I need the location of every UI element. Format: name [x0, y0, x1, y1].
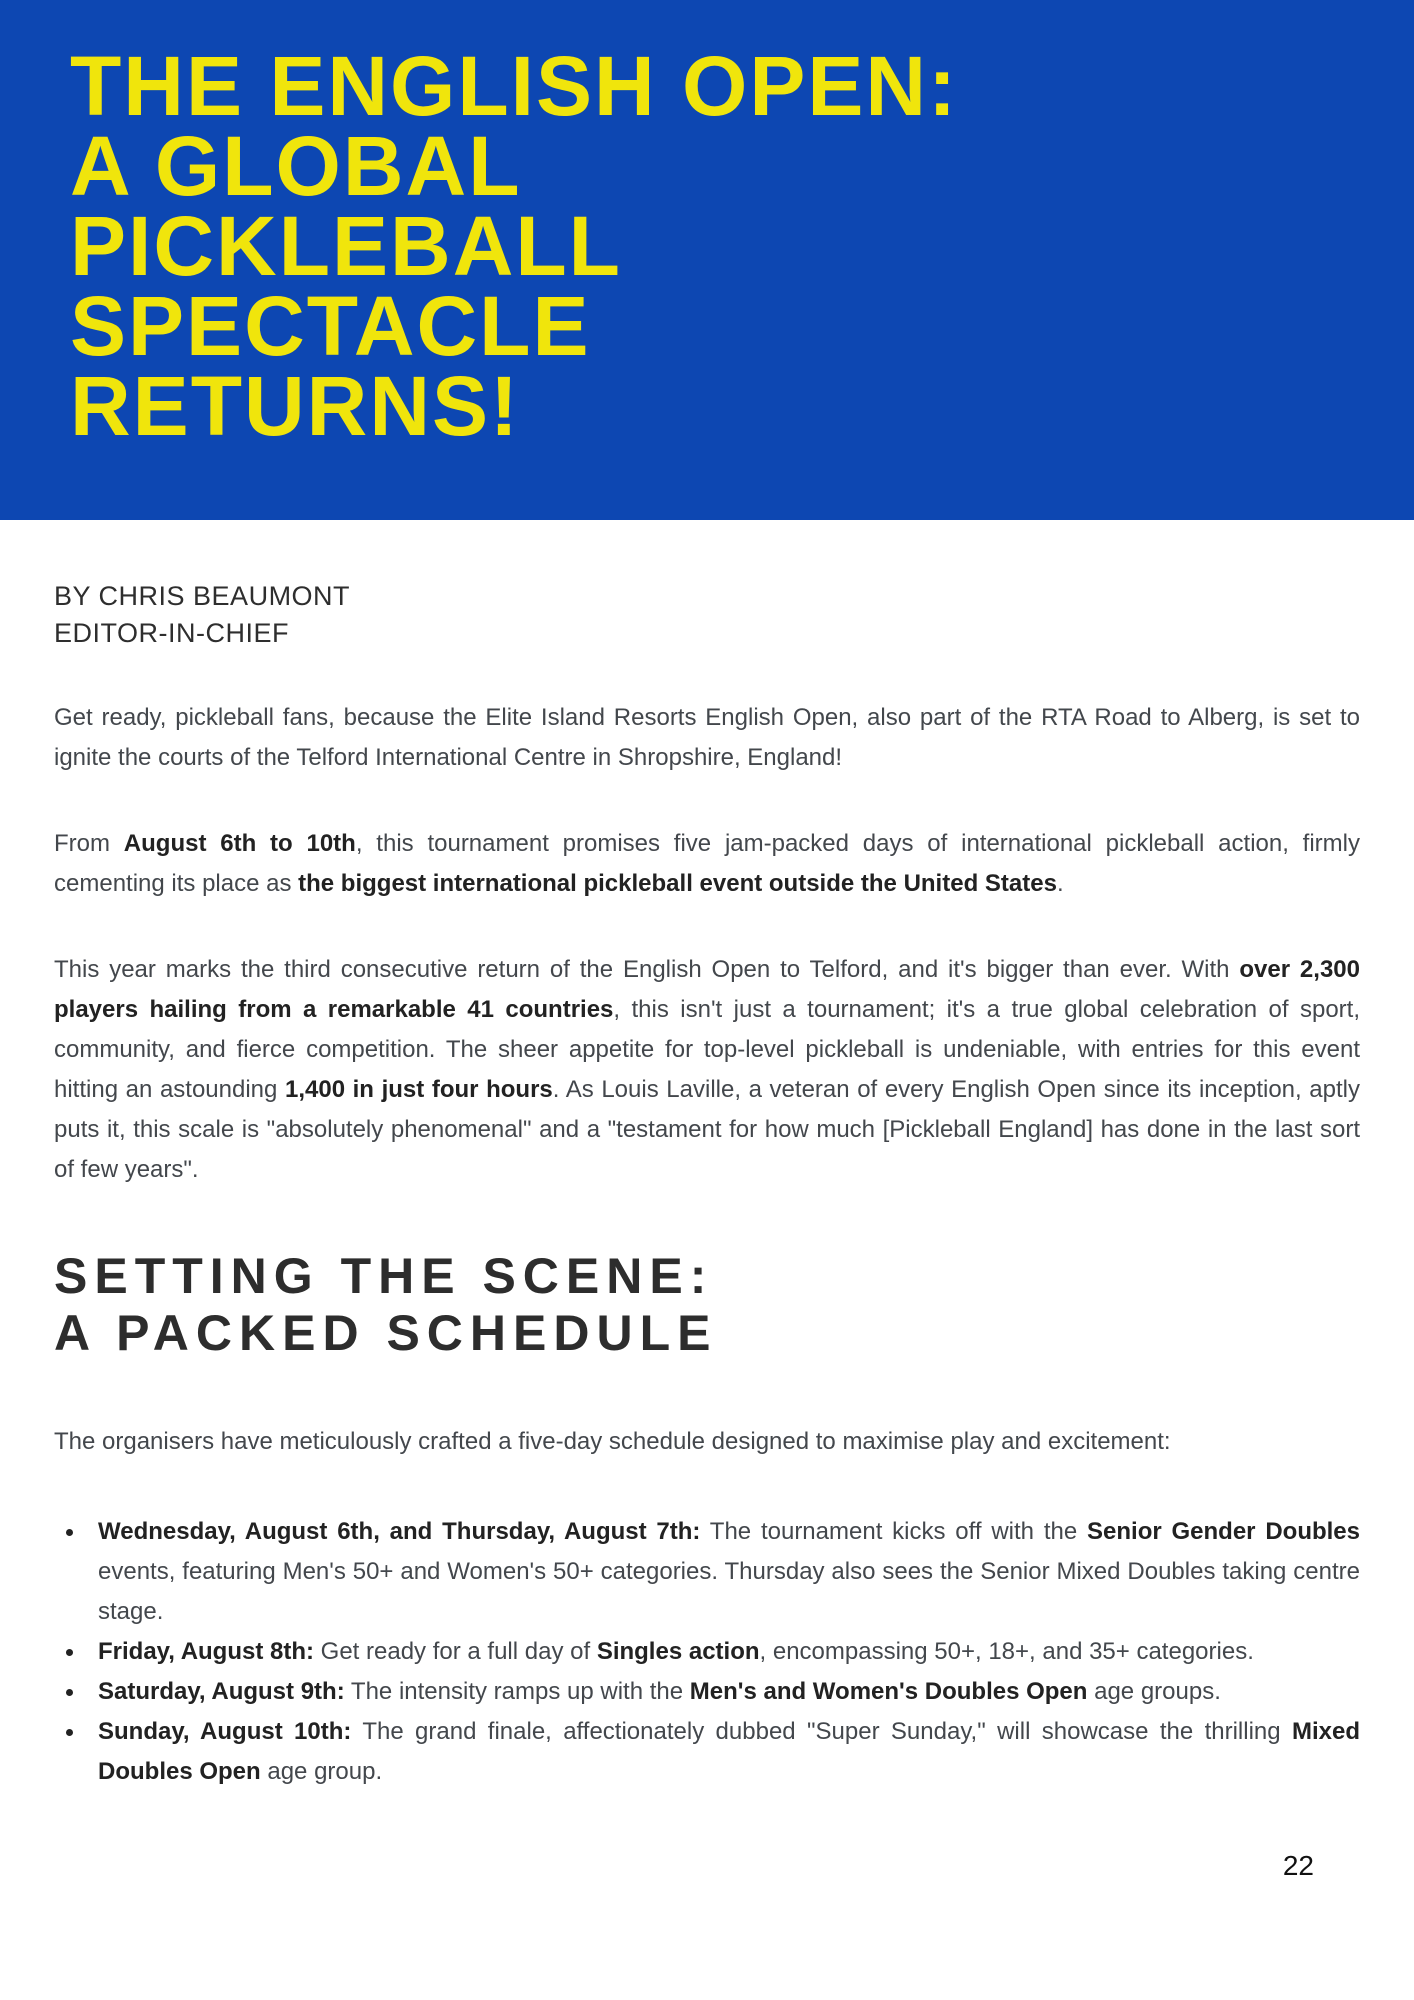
paragraph-dates: From August 6th to 10th, this tournament promises five jam-packed days of international pickleball action, firmly cementing its place as the biggest international pickleball event outside the United States.: [54, 830, 1360, 897]
byline: [54, 578, 1360, 652]
schedule-intro: The organisers have meticulously crafted a five-day schedule designed to maximise play and excitement:: [54, 1428, 1171, 1455]
article-title-line: PICKLEBALL: [70, 199, 622, 293]
schedule-item-sunday: • Sunday, August 10th: The grand finale, affectionately dubbed "Super Sunday," will showcase the thrilling Mixed Doubles Open age group.: [86, 1712, 1360, 1792]
article-title-line: THE ENGLISH OPEN:: [70, 39, 959, 133]
paragraph-scale: This year marks the third consecutive return of the English Open to Telford, and it's bigger than ever. With over 2,300 players hailing from a remarkable 41 countries, this isn't just a tournament; it's a true global celebration of sport, community, and fierce competition. The sheer appetite for top-level pickleball is undeniable, with entries for this event hitting an astounding 1,400 in just four hours. As Louis Laville, a veteran of every English Open since its inception, aptly puts it, this scale is "absolutely phenomenal" and a "testament for how much [Pickleball England] has done in the last sort of few years".: [54, 956, 1360, 1183]
schedule-item-wed-thu: • Wednesday, August 6th, and Thursday, August 7th: The tournament kicks off with the Senior Gender Doubles events, featuring Men's 50+ and Women's 50+ categories. Thursday also sees the Senior Mixed Doubles taking centre stage.: [86, 1512, 1360, 1632]
article-body: [0, 578, 1414, 1792]
byline-role: EDITOR-IN-CHIEF: [54, 618, 289, 648]
article-title-line: SPECTACLE: [70, 279, 591, 373]
section-heading-line: SETTING THE SCENE:: [54, 1248, 714, 1304]
byline-author: BY CHRIS BEAUMONT: [54, 581, 351, 611]
section-heading-line: A PACKED SCHEDULE: [54, 1305, 718, 1361]
paragraph-intro: Get ready, pickleball fans, because the Elite Island Resorts English Open, also part of the RTA Road to Alberg, is set to ignite the courts of the Telford International Centre in Shropshire, England!: [54, 704, 1360, 771]
article-title-line: RETURNS!: [70, 359, 520, 453]
schedule-item-friday: • Friday, August 8th: Get ready for a full day of Singles action, encompassing 50+, 18+, and 35+ categories.: [86, 1632, 1360, 1672]
schedule-item-saturday: • Saturday, August 9th: The intensity ramps up with the Men's and Women's Doubles Open age groups.: [86, 1672, 1360, 1712]
hero-banner: [0, 0, 1414, 520]
section-heading: [54, 1248, 1360, 1362]
article-title-line: A GLOBAL: [70, 119, 522, 213]
page-number: 22: [1282, 1850, 1314, 1881]
schedule-list: [54, 1512, 1360, 1792]
